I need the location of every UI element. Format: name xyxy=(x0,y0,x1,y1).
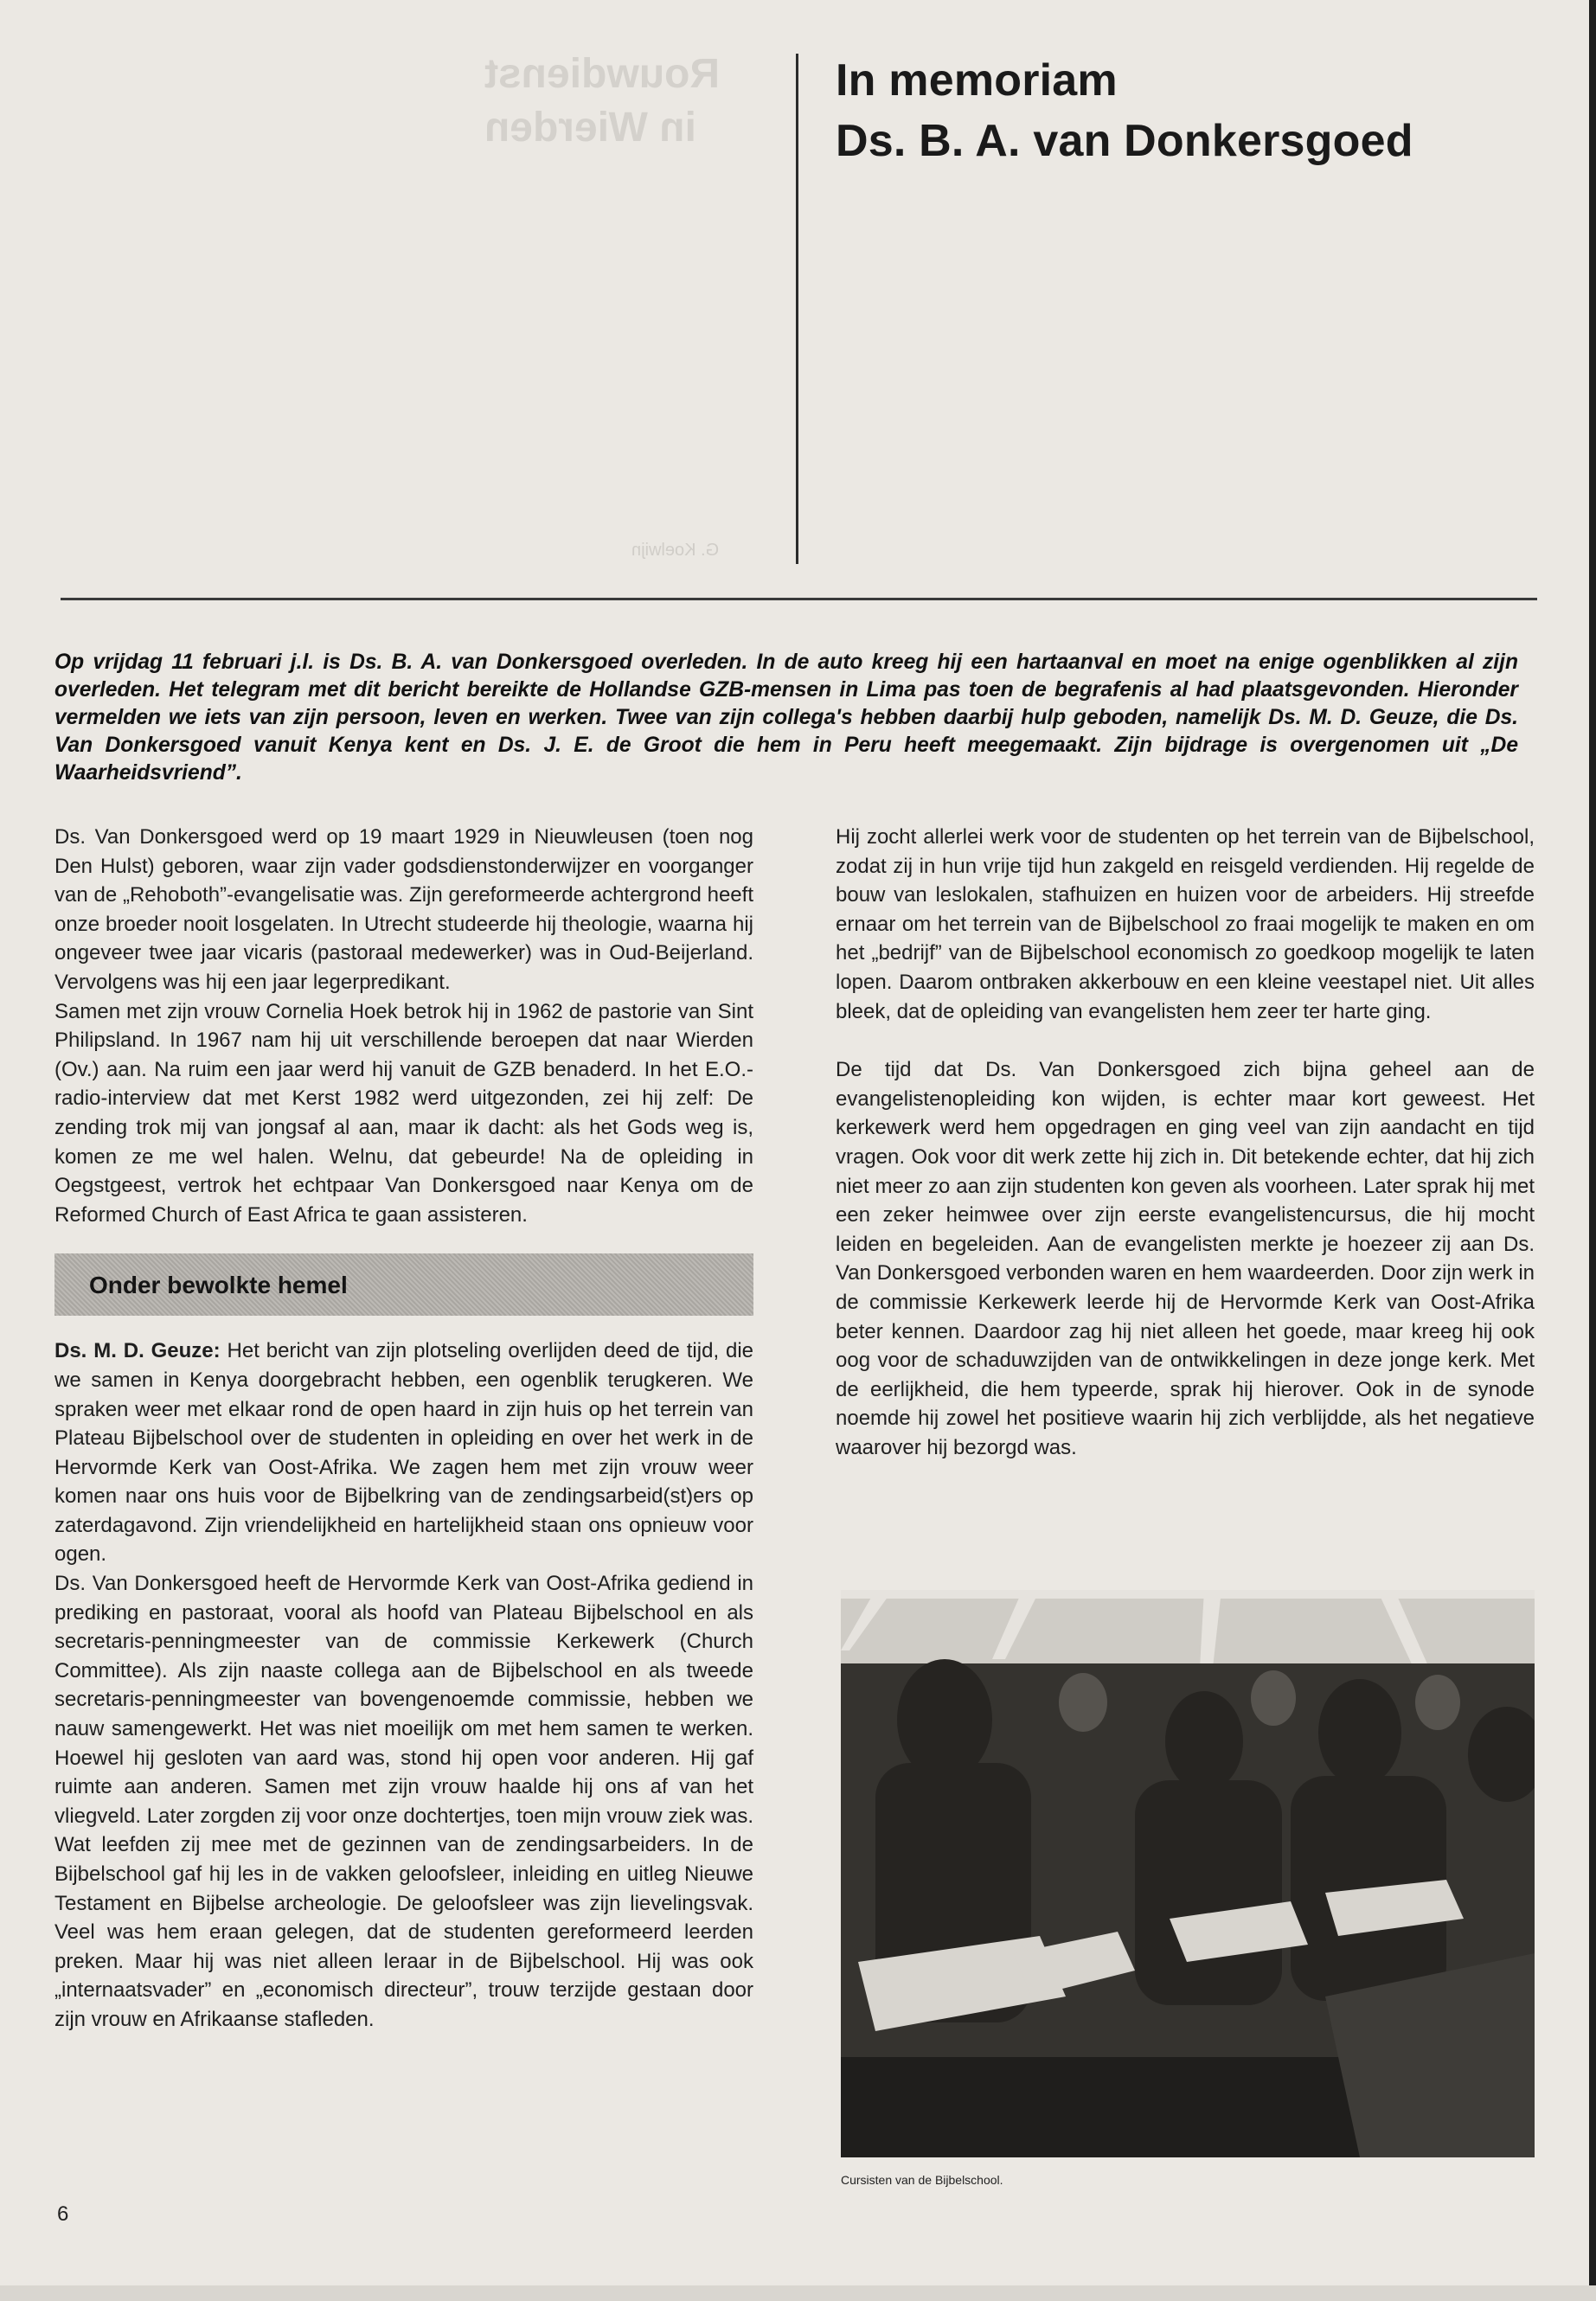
page-number: 6 xyxy=(57,2202,69,2226)
left-column xyxy=(54,823,753,2035)
section-heading-box xyxy=(54,1253,753,1316)
horizontal-rule xyxy=(61,598,1537,600)
show-through-line-1: Rouwdienst xyxy=(484,51,720,97)
paragraph: Ds. Van Donkersgoed heeft de Hervormde Kerk van Oost-Afrika gediend in prediking en pastoraat, vooral als hoofd van Plateau Bijbelschool en als secretaris-penningmeester van de commissie Kerkewerk (Church Committee). Als zijn naaste collega aan de Bijbelschool en als tweede secretaris-penningmeester van bovengenoemde commissie, hebben we nauw samengewerkt. Het was niet moeilijk om met hem samen te werken. Hoewel hij gesloten van aard was, stond hij open voor anderen. Hij gaf ruimte aan anderen. Samen met zijn vrouw haalde hij ons af van het vliegveld. Later zorgden zij voor onze dochtertjes, toen mijn vrouw ziek was. Wat leefden zij mee met de gezinnen van de zendingsarbeiders. In de Bijbelschool gaf hij les in de vakken geloofsleer, inleiding en uitleg Nieuwe Testament en Bijbelse archeologie. De geloofsleer was zijn lievelingsvak. Veel was hem eraan gelegen, dat de studenten gereformeerd leerden preken. Maar hij was niet alleen leraar in de Bijbelschool. Hij was ook „internaatsvader” en „economisch directeur”, trouw terzijde gestaan door zijn vrouw en Afrikaanse stafleden. xyxy=(54,1572,753,2031)
paragraph: Hij zocht allerlei werk voor de studenten op het terrein van de Bijbelschool, zodat zij in hun vrije tijd hun zakgeld en reisgeld verdienden. Hij regelde de bouw van leslokalen, stafhuizen en huizen voor de arbeiders. Hij streefde ernaar om het terrein van de Bijbelschool zo fraai mogelijk te maken en om het „bedrijf” van de Bijbelschool economisch zo goedkoop mogelijk te laten lopen. Daarom ontbraken akkerbouw en een kleine veestapel niet. Uit alles bleek, dat de opleiding van evangelisten hem zeer ter harte ging. xyxy=(836,825,1535,1023)
section-heading: Onder bewolkte hemel xyxy=(89,1271,348,1298)
paragraph-text: Het bericht van zijn plotseling overlijden deed de tijd, die we samen in Kenya doorgebracht hebben, een ogenblik terugkeren. We spraken weer met elkaar rond de open haard in zijn huis op het terrein van Plateau Bijbelschool over de studenten in opleiding en over het werk in de Hervormde Kerk van Oost-Afrika. We zagen hem met zijn vrouw weer komen naar ons huis voor de Bijbelkring van de zendingsarbeid(st)ers op zaterdagavond. Zijn vriendelijkheid en hartelijkheid staan ons opnieuw voor ogen. xyxy=(54,1339,754,1567)
page-title xyxy=(836,50,1413,171)
photo-caption: Cursisten van de Bijbelschool. xyxy=(841,2173,1003,2187)
paragraph: Samen met zijn vrouw Cornelia Hoek betrok hij in 1962 de pastorie van Sint Philipsland. In 1967 nam hij uit verschillende beroepen dat naar Wierden (Ov.) aan. Na ruim een jaar werd hij vanuit de GZB benaderd. In het E.O.-radio-interview dat met Kerst 1982 werd uitgezonden, zei hij zelf: De zending trok mij van jongsaf al aan, maar ik dacht: als het Gods weg is, komen ze me wel halen. Welnu, dat gebeurde! Na de opleiding in Oegstgeest, vertrok het echtpaar Van Donkersgoed naar Kenya om de Reformed Church of East Africa te gaan assisteren. xyxy=(54,999,753,1227)
paragraph: De tijd dat Ds. Van Donkersgoed zich bijna geheel aan de evangelistenopleiding kon wijden, is echter maar kort geweest. Het kerkewerk werd hem opgedragen en ging veel van zijn aandacht en tijd vragen. Ook voor dit werk zette hij zich in. Dit betekende echter, dat hij zich niet meer zo aan zijn studenten kon geven als voorheen. Later sprak hij met een zeker heimwee over zijn eerste evangelistencursus, die hij mocht leiden en begeleiden. Aan de evangelisten merkte je hoezeer zij aan Ds. Van Donkersgoed verbonden waren en hem waardeerden. Door zijn werk in de commissie Kerkewerk leerde hij de Hervormde Kerk van Oost-Afrika beter kennen. Daardoor zag hij niet alleen het goede, maar kreeg hij ook oog voor de schaduwzijden van de ontwikkelingen in deze jonge kerk. Met de eerlijkheid, die hem typeerde, sprak hij hierover. Ook in de synode noemde hij zowel het positieve waarin hij zich verblijdde, als het negatieve waarover hij bezorgd was. xyxy=(836,1058,1535,1459)
page-edge xyxy=(1589,0,1596,2301)
show-through-credit: G. Koelwijn xyxy=(631,541,720,560)
author-lead-in: Ds. M. D. Geuze: xyxy=(54,1339,221,1363)
show-through-text xyxy=(484,48,761,155)
title-line-2: Ds. B. A. van Donkersgoed xyxy=(836,116,1413,166)
paragraph: Ds. Van Donkersgoed werd op 19 maart 1929 in Nieuwleusen (toen nog Den Hulst) geboren, waar zijn vader godsdienstonderwijzer en voorganger van de „Rehoboth”-evangelisatie was. Zijn gereformeerde achtergrond heeft onze broeder nooit losgelaten. In Utrecht studeerde hij theologie, waarna hij ongeveer twee jaar vicaris (pastoraal medewerker) was in Oud-Beijerland. Vervolgens was hij een jaar legerpredikant. xyxy=(54,825,753,994)
paragraph xyxy=(54,1336,753,1569)
lead-paragraph: Op vrijdag 11 februari j.l. is Ds. B. A. van Donkersgoed overleden. In de auto kreeg hij een hartaanval en moet na enige ogenblikken al zijn overleden. Het telegram met dit bericht bereikte de Hollandse GZB-mensen in Lima pas toen de begrafenis al had plaatsgevonden. Hieronder vermelden we iets van zijn persoon, leven en werken. Twee van zijn collega's hebben daarbij hulp geboden, namelijk Ds. M. D. Geuze, die Ds. Van Donkersgoed vanuit Kenya kent en Ds. J. E. de Groot die hem in Peru heeft meegemaakt. Zijn bijdrage is overgenomen uit „De Waarheidsvriend”. xyxy=(54,651,1518,785)
photo-illustration xyxy=(841,1590,1535,2157)
title-line-1: In memoriam xyxy=(836,55,1118,106)
right-column xyxy=(836,823,1535,1462)
vertical-rule xyxy=(796,54,798,564)
page-bottom-edge xyxy=(0,2285,1596,2301)
show-through-line-2: in Wierden xyxy=(484,105,696,151)
photo-students xyxy=(841,1590,1535,2157)
